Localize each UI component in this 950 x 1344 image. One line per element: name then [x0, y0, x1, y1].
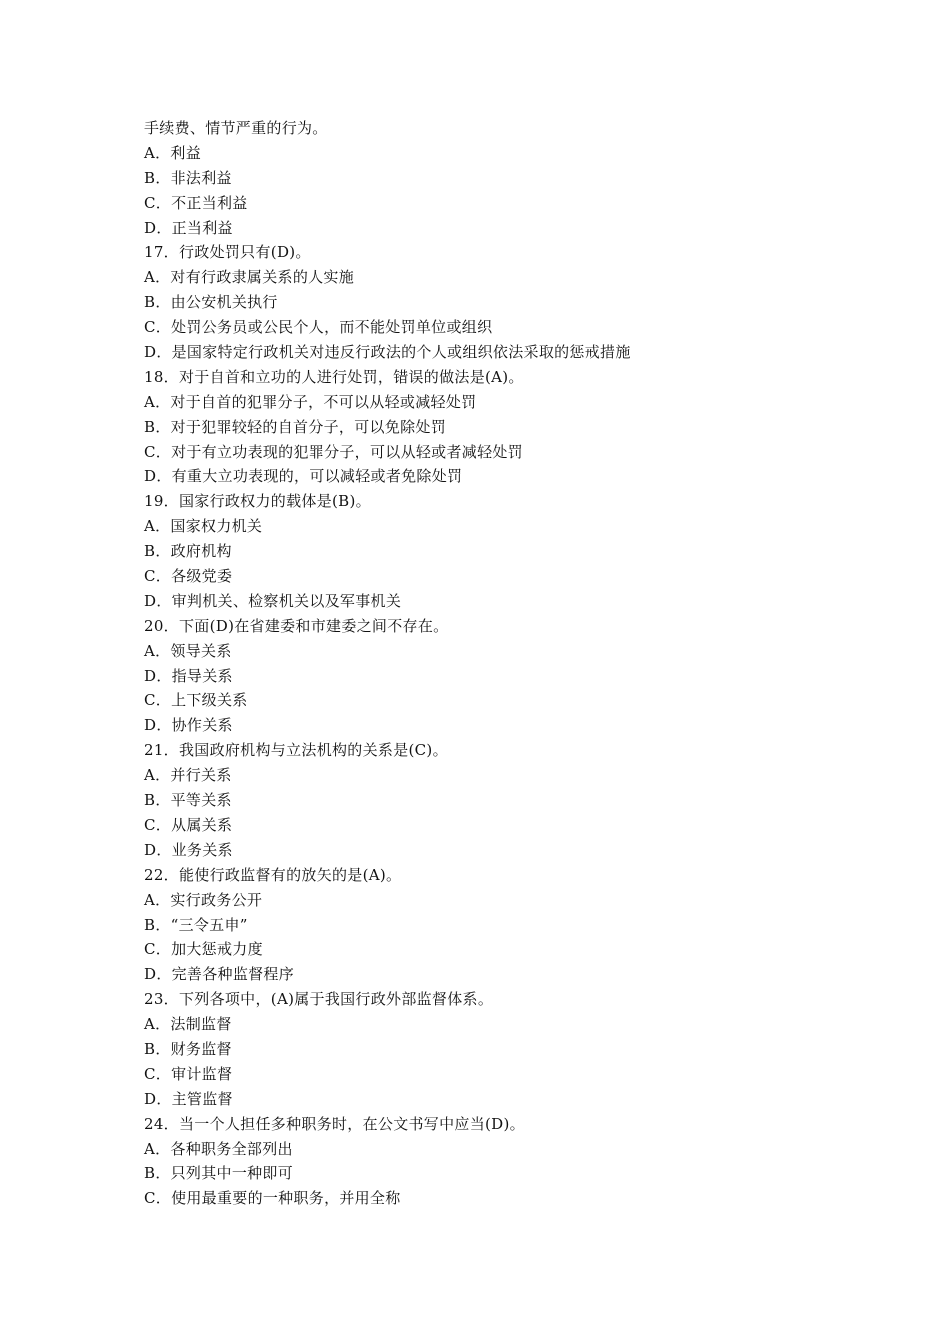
- option-line: A．对于自首的犯罪分子，不可以从轻或减轻处罚: [144, 392, 477, 411]
- option-line: A．并行关系: [144, 766, 232, 785]
- question-18: 18．对于自首和立功的人进行处罚，错误的做法是(A)。: [144, 367, 524, 386]
- option-line: C．从属关系: [144, 815, 233, 834]
- option-line: A．实行政务公开: [144, 890, 263, 909]
- question-24: 24．当一个人担任多种职务时，在公文书写中应当(D)。: [144, 1114, 525, 1133]
- option-line: A．各种职务全部列出: [144, 1139, 293, 1158]
- question-22: 22．能使行政监督有的放矢的是(A)。: [144, 865, 402, 884]
- question-20: 20．下面(D)在省建委和市建委之间不存在。: [144, 616, 449, 635]
- option-line: B．对于犯罪较轻的自首分子，可以免除处罚: [144, 417, 447, 436]
- option-line: B．财务监督: [144, 1039, 232, 1058]
- option-line: A．国家权力机关: [144, 517, 263, 536]
- option-line: C．审计监督: [144, 1064, 233, 1083]
- option-line: C．不正当利益: [144, 193, 248, 212]
- option-line: D．完善各种监督程序: [144, 965, 295, 984]
- option-line: C．使用最重要的一种职务，并用全称: [144, 1189, 401, 1208]
- option-line: C．处罚公务员或公民个人，而不能处罚单位或组织: [144, 318, 493, 337]
- option-line: C．对于有立功表现的犯罪分子，可以从轻或者减轻处罚: [144, 442, 523, 461]
- option-line: D．正当利益: [144, 218, 233, 237]
- option-line: D．主管监督: [144, 1089, 233, 1108]
- question-17: 17．行政处罚只有(D)。: [144, 243, 311, 262]
- option-line: D．协作关系: [144, 716, 233, 735]
- question-19: 19．国家行政权力的载体是(B)。: [144, 492, 371, 511]
- option-line: A．法制监督: [144, 1015, 232, 1034]
- option-line: B．由公安机关执行: [144, 293, 278, 312]
- option-line: A．利益: [144, 143, 202, 162]
- question-21: 21．我国政府机构与立法机构的关系是(C)。: [144, 741, 448, 760]
- option-line: D．指导关系: [144, 666, 233, 685]
- option-line: D．有重大立功表现的，可以减轻或者免除处罚: [144, 467, 463, 486]
- option-line: D．是国家特定行政机关对违反行政法的个人或组织依法采取的惩戒措施: [144, 343, 631, 362]
- question-23: 23．下列各项中，(A)属于我国行政外部监督体系。: [144, 990, 494, 1009]
- option-line: D．业务关系: [144, 840, 233, 859]
- option-line: B．“三令五申”: [144, 915, 248, 934]
- option-line: C．上下级关系: [144, 691, 248, 710]
- option-line: B．政府机构: [144, 542, 232, 561]
- option-line: B．平等关系: [144, 791, 232, 810]
- option-line: B．非法利益: [144, 168, 232, 187]
- text-line: 手续费、情节严重的行为。: [144, 119, 328, 137]
- option-line: C．各级党委: [144, 567, 233, 586]
- option-line: A．对有行政隶属关系的人实施: [144, 268, 355, 287]
- option-line: B．只列其中一种即可: [144, 1164, 294, 1183]
- option-line: D．审判机关、检察机关以及军事机关: [144, 591, 402, 610]
- document-body: [144, 116, 844, 1211]
- option-line: A．领导关系: [144, 641, 232, 660]
- option-line: C．加大惩戒力度: [144, 940, 263, 959]
